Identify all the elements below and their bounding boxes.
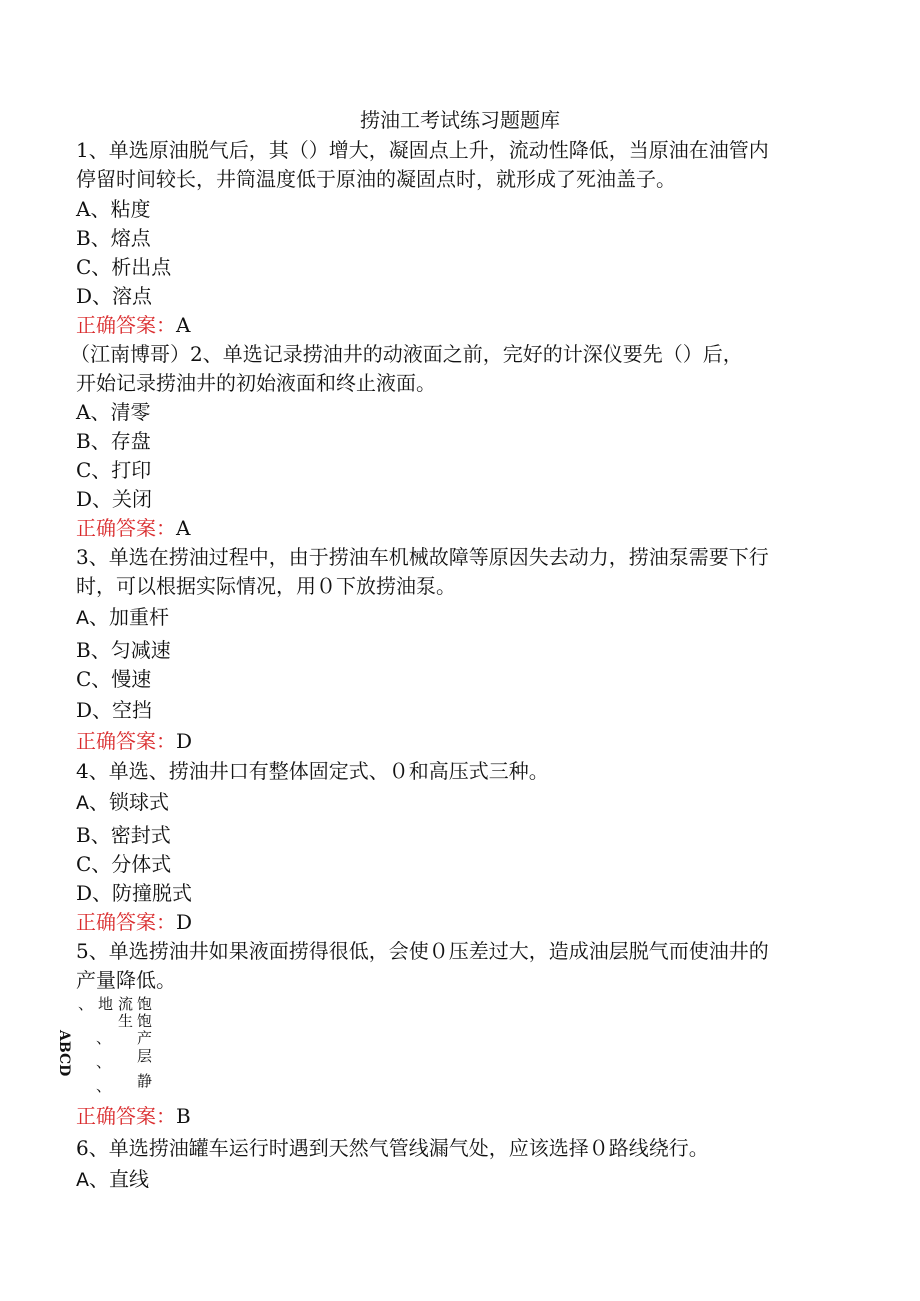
q1-stem-line1: 1、单选原油脱气后，其（）增大，凝固点上升，流动性降低，当原油在油管内 xyxy=(76,138,769,162)
answer-value: B xyxy=(176,1104,191,1128)
q5-garbled-char: 静 xyxy=(137,1072,153,1090)
q1-option-d: D、溶点 xyxy=(76,284,153,308)
q5-rotated-letters: ABCD xyxy=(56,1030,72,1077)
q2-stem-line1: （江南博哥）2、单选记录捞油井的动液面之前，完好的计深仪要先（）后， xyxy=(70,342,743,366)
option-letter: A xyxy=(76,607,89,629)
q5-garbled-char: 饱 xyxy=(137,995,153,1013)
answer-label: 正确答案： xyxy=(76,910,176,934)
document-title: 捞油工考试练习题题库 xyxy=(360,108,560,132)
q1-option-c: C、析出点 xyxy=(76,255,172,279)
q6-option-a xyxy=(76,1165,836,1194)
option-text: 、直线 xyxy=(89,1167,149,1191)
answer-label: 正确答案： xyxy=(76,729,176,753)
q3-option-c: C、慢速 xyxy=(76,667,152,691)
q3-stem-line2: 时，可以根据实际情况，用０下放捞油泵。 xyxy=(76,574,456,598)
q5-garbled-char: 层 xyxy=(137,1047,153,1065)
q2-option-c: C、打印 xyxy=(76,458,152,482)
answer-label: 正确答案： xyxy=(76,516,176,540)
q5-garbled-mark: 、 xyxy=(78,995,94,1013)
option-text: 、加重杆 xyxy=(89,605,169,629)
q4-option-c: C、分体式 xyxy=(76,852,172,876)
q5-garbled-mark: 、 xyxy=(96,1029,112,1047)
option-letter: A xyxy=(76,792,89,814)
option-text: 、锁球式 xyxy=(89,790,169,814)
answer-value: D xyxy=(176,729,193,753)
option-letter: A xyxy=(76,1169,89,1191)
q5-answer xyxy=(76,1102,836,1130)
q2-option-b: B、存盘 xyxy=(76,429,151,453)
q1-option-b: B、熔点 xyxy=(76,226,151,250)
q5-garbled-char: 饱 xyxy=(137,1012,153,1030)
q3-answer xyxy=(76,727,836,755)
q3-option-d: D、空挡 xyxy=(76,698,153,722)
q4-option-a xyxy=(76,788,836,817)
q5-garbled-char: 产 xyxy=(137,1029,153,1047)
q5-garbled-mark: 、 xyxy=(96,1077,112,1095)
answer-value: A xyxy=(176,313,191,337)
answer-value: D xyxy=(176,910,193,934)
q3-stem-line1: 3、单选在捞油过程中，由于捞油车机械故障等原因失去动力，捞油泵需要下行 xyxy=(76,545,769,569)
q2-stem-line2: 开始记录捞油井的初始液面和终止液面。 xyxy=(76,371,436,395)
q3-option-a xyxy=(76,603,836,632)
q5-garbled-char: 生 xyxy=(118,1012,134,1030)
q1-stem-line2: 停留时间较长，井筒温度低于原油的凝固点时，就形成了死油盖子。 xyxy=(76,167,676,191)
q1-answer xyxy=(76,311,836,339)
answer-value: A xyxy=(176,516,191,540)
q5-garbled-mark: 、 xyxy=(96,1053,112,1071)
q5-garbled-char: 地 xyxy=(98,995,114,1013)
q2-option-a: A、清零 xyxy=(76,400,151,424)
q5-garbled-char: 流 xyxy=(118,995,134,1013)
q4-option-d: D、防撞脱式 xyxy=(76,881,193,905)
q4-stem-line1: 4、单选、捞油井口有整体固定式、０和高压式三种。 xyxy=(76,759,549,783)
q4-answer xyxy=(76,908,836,936)
q5-stem-line1: 5、单选捞油井如果液面捞得很低，会使０压差过大，造成油层脱气而使油井的 xyxy=(76,939,769,963)
answer-label: 正确答案： xyxy=(76,1104,176,1128)
q5-stem-line2: 产量降低。 xyxy=(76,968,176,992)
q1-option-a: A、粘度 xyxy=(76,197,151,221)
q4-option-b: B、密封式 xyxy=(76,823,171,847)
q2-answer xyxy=(76,514,836,542)
q2-option-d: D、关闭 xyxy=(76,487,153,511)
answer-label: 正确答案： xyxy=(76,313,176,337)
q6-stem-line1: 6、单选捞油罐车运行时遇到天然气管线漏气处，应该选择０路线绕行。 xyxy=(76,1136,709,1160)
q3-option-b: B、匀减速 xyxy=(76,638,171,662)
